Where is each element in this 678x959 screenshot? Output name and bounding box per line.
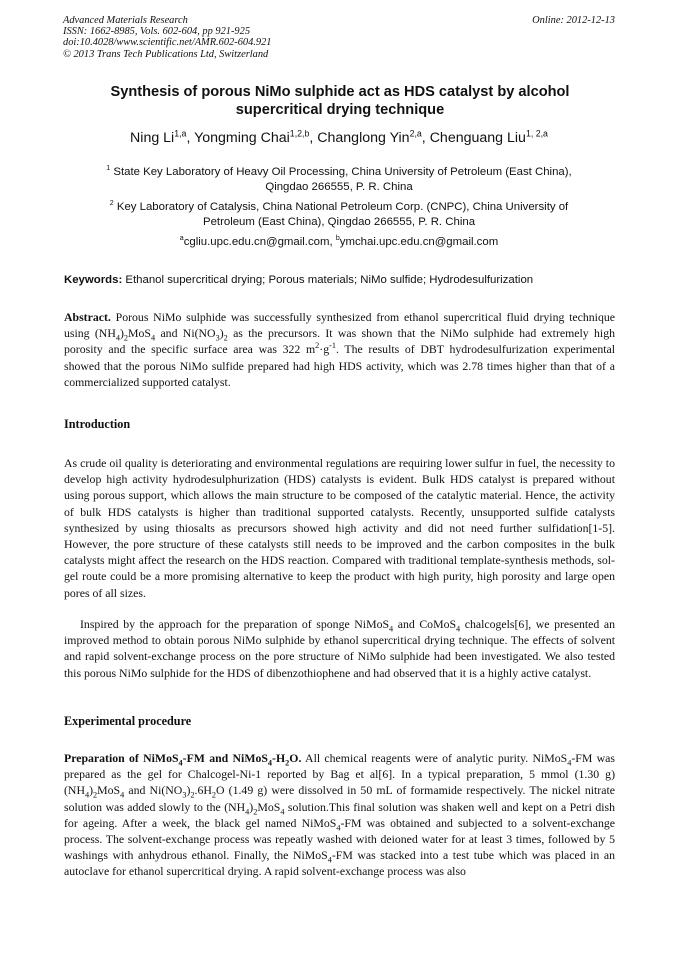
affiliation-1 <box>39 165 639 194</box>
superscript: 2 <box>315 341 320 351</box>
subscript: 4 <box>84 790 90 800</box>
subscript: 4 <box>115 333 120 343</box>
author-affil-mark: 1, 2,a <box>525 128 548 139</box>
text-run: O (1.49 g) were dissolved in 50 mL of formamide respectively. The nickel nitrate solution was added slowly to the (NH <box>64 783 615 814</box>
subscript: 3 <box>215 333 220 343</box>
text-run: -H <box>272 751 286 765</box>
subscript: 4 <box>245 806 250 816</box>
text-run: and CoMoS <box>393 617 457 631</box>
subscript: 2 <box>93 790 98 800</box>
text-run: ) <box>89 783 94 798</box>
text-run: MoS <box>128 326 151 341</box>
subscript: 4 <box>336 823 341 833</box>
affiliation-mark: 2 <box>109 200 114 208</box>
subscript: 2 <box>253 806 258 816</box>
subscript: 4 <box>120 790 125 800</box>
text-run: solution.This final solution was shaken well and kept on a Petri dish for ageing. After a week, the black gel named NiMoS <box>64 799 615 830</box>
author-affil-mark: 1,a <box>174 128 187 139</box>
text-run: MoS <box>97 783 121 798</box>
author-name: Ning Li <box>130 130 175 146</box>
text-run: ) <box>186 783 191 798</box>
affiliation-line: Key Laboratory of Catalysis, China National Petroleum Corp. (CNPC), China University of <box>116 201 569 213</box>
text-run: -FM was obtained and subjected to a solvent-exchange process. The solvent-exchange process was repeatly washed with deioned water for at least 3 times, followed by 5 washings with anhydrous ethanol. Finally, the NiMoS <box>64 815 615 863</box>
subscript: 4 <box>389 624 394 634</box>
author-name: Chenguang Liu <box>429 130 526 146</box>
text-run: O. <box>289 751 302 765</box>
subsection-heading-preparation <box>64 751 302 768</box>
title-line-2: supercritical drying technique <box>235 101 445 118</box>
section-heading-introduction: Introduction <box>64 417 131 431</box>
affiliation-mark: 1 <box>106 165 111 173</box>
text-run: and Ni(NO <box>124 783 183 798</box>
author-separator: , <box>186 130 195 146</box>
paper-title <box>80 84 600 119</box>
text-run: Preparation of NiMoS <box>64 751 179 765</box>
subscript: 4 <box>567 758 572 768</box>
text-run: and Ni(NO <box>155 326 216 341</box>
author-list <box>40 129 638 147</box>
copyright-line: © 2013 Trans Tech Publications Ltd, Switzerland <box>63 48 269 60</box>
text-run: ) <box>249 799 254 814</box>
subscript: 2 <box>190 790 195 800</box>
online-date: Online: 2012-12-13 <box>532 15 615 26</box>
text-run: -FM was stacked into a test tube which was placed in an autoclave for ethanol supercritical drying. A rapid solvent-exchange process was also <box>64 848 615 879</box>
text-run: ·g <box>319 342 330 357</box>
subscript: 4 <box>327 855 332 865</box>
email-mark: b <box>335 235 340 243</box>
text-run: Porous NiMo sulphide was successfully synthesized from ethanol supercritical fluid drying technique using (NH <box>64 310 615 341</box>
subscript: 3 <box>182 790 187 800</box>
text-run: as the precursors. It was shown that the NiMo sulphide had extremely high porosity and the specific surface area was 322 m <box>64 326 616 357</box>
author-name: Yongming Chai <box>194 130 290 146</box>
subscript: 2 <box>211 790 216 800</box>
superscript: -1 <box>329 341 336 351</box>
author-affil-mark: 2,a <box>409 128 422 139</box>
journal-header <box>63 15 615 60</box>
section-heading-experimental: Experimental procedure <box>64 714 192 728</box>
email-mark: a <box>179 235 184 243</box>
text-run: ) <box>219 326 224 341</box>
subscript: 2 <box>123 333 129 343</box>
subscript: 4 <box>267 758 273 768</box>
title-line-1: Synthesis of porous NiMo sulphide act as HDS catalyst by alcohol <box>110 84 570 100</box>
affiliation-2 <box>39 200 639 229</box>
experimental-paragraph-1 <box>64 750 615 880</box>
doi-line: doi:10.4028/www.scientific.net/AMR.602-604.921 <box>63 37 272 49</box>
abstract-label: Abstract. <box>64 310 111 324</box>
keywords-text: Ethanol supercritical drying; Porous materials; NiMo sulfide; Hydrodesulfurization <box>122 274 534 286</box>
author-separator: , <box>421 130 430 146</box>
introduction-paragraph-2 <box>64 616 615 681</box>
email-separator: , <box>329 236 336 248</box>
affiliation-line: Qingdao 266555, P. R. China <box>265 180 413 193</box>
subscript: 4 <box>178 758 183 768</box>
subscript: 2 <box>285 758 290 768</box>
keywords-label: Keywords: <box>64 274 123 286</box>
text-run: All chemical reagents were of analytic purity. NiMoS <box>301 751 568 765</box>
author-affil-mark: 1,2,b <box>289 128 310 139</box>
text-run: .6H <box>194 783 212 798</box>
affiliation-line: State Key Laboratory of Heavy Oil Processing, China University of Petroleum (East China), <box>113 166 572 178</box>
text-run: chalcogels[6], we presented an improved method to obtain porous NiMo sulphide by ethanol supercritical drying technique. The effects of solvent and rapid solvent-exchange process on the pore structure of NiMo sulphide had been investigated. We also tested this porous NiMo sulphide for the HDS of dibenzothiophene and had observed that it is a highly active catalyst. <box>64 617 615 680</box>
subscript: 2 <box>223 333 228 343</box>
author-name: Changlong Yin <box>317 130 410 146</box>
issn-line: ISSN: 1662-8985, Vols. 602-604, pp 921-925 <box>63 26 251 38</box>
abstract-paragraph <box>64 309 615 390</box>
subscript: 4 <box>151 333 156 343</box>
keywords <box>64 273 624 287</box>
author-emails <box>40 235 638 249</box>
affiliation-line: Petroleum (East China), Qingdao 266555, P. R. China <box>202 215 476 228</box>
text-run: -FM and NiMoS <box>182 751 268 765</box>
subscript: 4 <box>456 624 461 634</box>
text-run: MoS <box>257 799 281 814</box>
text-run: Inspired by the approach for the preparation of sponge NiMoS <box>80 617 390 631</box>
introduction-paragraph-1: As crude oil quality is deteriorating and environmental regulations are requiring lower sulfur in fuel, the necessity to develop high activity hydrodesulphurization (HDS) catalysts is evident. Bulk HDS catalyst is prepared without using porous support, which allows the main structure to be composed of the catalytic material. Hence, the activity of bulk HDS catalysts is higher than traditional supported catalysts. Recently, unsupported sulfide catalysts synthesized by using thiosalts as precursors showed high activity and did not need further sulfidation[1-5]. However, the pore structure of these catalysts still needs to be improved and the carbon composites in the bulk catalysts might affect the research on the HDS reaction. Compared with traditional template-synthesis methods, sol-gel route could be a more promising alternative to keep the product with high purity, high porosity and large open pores of all sizes. <box>64 456 615 600</box>
journal-name: Advanced Materials Research <box>63 15 188 26</box>
email-address: cgliu.upc.edu.cn@gmail.com <box>183 236 330 248</box>
text-run: . The results of DBT hydrodesulfurization experimental showed that the porous NiMo sulfide prepared had high HDS activity, which was 2.78 times higher than that of a commercialized supported catalyst. <box>64 342 616 389</box>
text-run: -FM was prepared as the gel for Chalcogel-Ni-1 reported by Bag et al[6]. In a typical preparation, 5 mmol (1.30 g) (NH <box>64 751 615 798</box>
author-separator: , <box>309 130 318 146</box>
email-address: ymchai.upc.edu.cn@gmail.com <box>339 236 499 248</box>
text-run: ) <box>119 326 124 341</box>
subscript: 4 <box>280 806 285 816</box>
